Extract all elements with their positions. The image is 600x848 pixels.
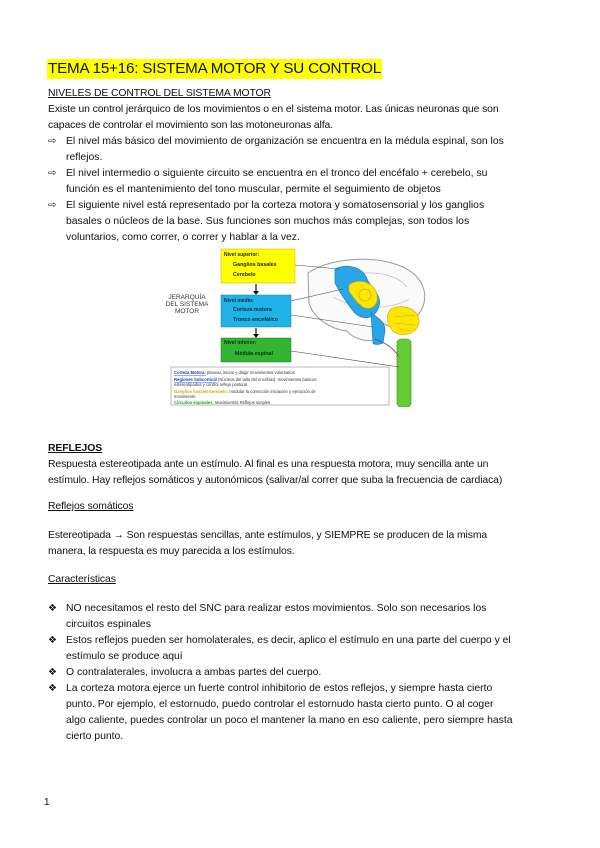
level-inferior-item: Médula espinal: [235, 351, 273, 357]
diamond-bullet-icon: ❖: [48, 603, 57, 614]
diamond-bullet-icon: ❖: [48, 683, 57, 694]
page-title: TEMA 15+16: SISTEMA MOTOR Y SU CONTROL: [48, 60, 381, 77]
legend-entry: Corteza Motora: planear, iniciar y dirigir movimientos voluntarios: [174, 370, 295, 375]
section-heading-caracteristicas: Características: [48, 574, 116, 585]
spinal-cord-shape: [397, 339, 411, 407]
arrow-bullet-icon: ⇨: [48, 136, 57, 147]
figure-side-label: DEL SISTEMA: [165, 301, 209, 308]
diamond-bullet-icon: ❖: [48, 667, 57, 678]
down-arrow-icon: [253, 291, 259, 295]
paragraph-line: Respuesta estereotipada ante un estímulo. Al final es una respuesta motora, muy sencilla ante un: [48, 459, 489, 470]
level-superior-title: Nivel superior:: [224, 252, 260, 258]
diamond-bullet-icon: ❖: [48, 635, 57, 646]
paragraph-line: Existe un control jerárquico de los movimientos o en el sistema motor. Las únicas neuronas que son: [48, 104, 499, 115]
level-inferior-title: Nivel inferior:: [224, 340, 257, 346]
legend-entry: Circuitos espinales: Movimientos Reflejos simples: [174, 400, 271, 405]
figure-side-label: MOTOR: [174, 308, 200, 315]
section-heading-niveles: NIVELES DE CONTROL DEL SISTEMA MOTOR: [48, 88, 271, 99]
section-heading-somaticos: Reflejos somáticos: [48, 501, 134, 512]
arrow-bullet-icon: ⇨: [48, 200, 57, 211]
cerebellum-shape: [387, 307, 419, 335]
paragraph-line: estímulo. Hay reflejos somáticos y autonómicos (salivar/al correr que suba la frecuencia de cardiaca): [48, 475, 503, 486]
figure-side-label: JERARQUÍA: [168, 294, 206, 301]
section-heading-reflejos: REFLEJOS: [48, 443, 103, 454]
paragraph-line: Estereotipada → Son respuestas sencillas, ante estímulos, y SIEMPRE se producen de la misma: [48, 530, 488, 541]
motor-hierarchy-figure: [163, 247, 439, 407]
paragraph-line: manera, la respuesta es muy parecida a los estímulos.: [48, 546, 295, 557]
level-medio-title: Nivel medio:: [224, 298, 254, 304]
legend-entry: movimiento: [174, 394, 196, 399]
document-page: TEMA 15+16: SISTEMA MOTOR Y SU CONTROL NIVELES DE CONTROL DEL SISTEMA MOTOR Existe un control jerárquico de los movimientos o en el sistema motor. Las únicas neuronas que son capaces de controlar el movimiento son las motoneuronas alfa. ⇨ El nivel más básico del movimiento de organización se encuentra en la médula espinal, son los reflejos. ⇨ El nivel intermedio o siguiente circuito se encuentra en el tronco del encéfalo + cerebelo, su función es el mantenimiento del tono muscular, permite el seguimiento de objetos ⇨ El siguiente nivel está representado por la corteza motora y somatosensorial y los ganglios basales o núcleos de la base. Sus funciones son muchos más complejas, son todos los voluntarios, como correr, o correr y hablar a la vez. JERARQUÍA DEL SISTEMA MOTOR Nivel superior: Ganglios basales Cerebelo Nivel medio: Corteza motora Tronco encefálico Nivel inferior: Médula espinal Corteza Motora: planear, iniciar y dirigir movimientos voluntarios Regiones Subcortical (Núcleos del tallo del encéfalo): movimientos básicos estereotipados y control reflejo postural Ganglios basales/cerebelo: modular la corrección iniciación y ejecución de movimiento Circuitos espinales: Movimientos Reflejos simples REFLEJOS Respuesta estereotipada ante un estímulo. Al final es una respuesta motora, muy sencilla ante un estímulo. Hay reflejos somáticos y autonómicos (salivar/al correr que suba la frecuencia de cardiaca) Reflejos somáticos Estereotipada → Son respuestas sencillas, ante estímulos, y SIEMPRE se producen de la misma manera, la respuesta es muy parecida a los estímulos. Características ❖ NO necesitamos el resto del SNC para realizar estos movimientos. Solo son necesarios los circuitos espinales ❖ Estos reflejos pueden ser homolaterales, es decir, aplico el estímulo en una parte del cuerpo y el estímulo se produce aquí ❖ O contralaterales, involucra a ambas partes del cuerpo. ❖ La corteza motora ejerce un fuerte control inhibitorio de estos reflejos, y siempre hasta cierto punto. Por ejemplo, el estornudo, puedo controlar el estornudo hasta cierto punto. O al coger algo caliente, puedes controlar un poco el mantener la mano en eso caliente, pero siempre hasta cierto punto. 1: [0, 0, 600, 848]
level-medio-item: Tronco encefálico: [233, 317, 279, 323]
level-superior-item: Cerebelo: [233, 272, 256, 278]
connector-line: [291, 351, 399, 367]
down-arrow-icon: [253, 334, 259, 338]
arrow-bullet-icon: ⇨: [48, 168, 57, 179]
level-superior-item: Ganglios basales: [233, 262, 277, 268]
legend-entry: Regiones Subcortical (Núcleos del tallo del encéfalo): movimientos básicos: [174, 377, 317, 382]
legend-entry: estereotipados y control reflejo postural: [174, 382, 248, 387]
level-medio-item: Corteza motora: [233, 307, 272, 313]
legend-entry: Ganglios basales/cerebelo: modular la corrección iniciación y ejecución de: [174, 389, 316, 394]
paragraph-line: capaces de controlar el movimiento son las motoneuronas alfa.: [48, 120, 333, 131]
page-number: 1: [44, 797, 50, 808]
